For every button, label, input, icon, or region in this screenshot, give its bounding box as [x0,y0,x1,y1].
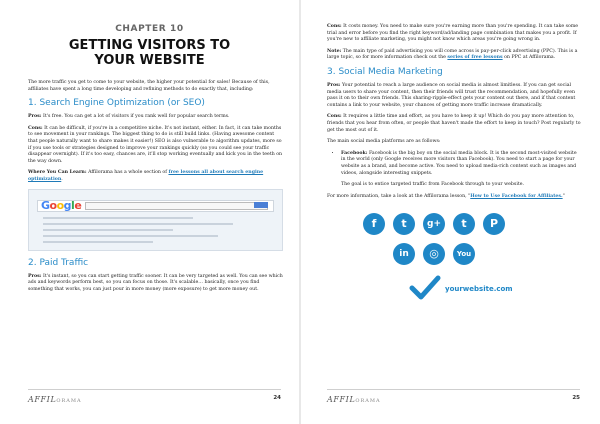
facebook-icon: f [363,213,385,235]
facebook-label: Facebook: [341,150,368,156]
youtube-icon: You [453,243,475,265]
social-pros-text: Your potential to reach a large audience on social media is almost limitless. If you can get social media users to share your content, then their friends will trust the recommendation, and hopefully even pass it on to their own friends. This sharing-ripple-effect gets your content out there, and if that content contains a link to your website, your chances of getting more traffic increase dramatically. [327,82,576,108]
intro-paragraph: The more traffic you get to come to your website, the higher your potential for sales! Because of this, affiliates have spent a long time developing and refining methods to do exactly that, including: [28,80,270,92]
left-content [28,80,283,298]
chapter-title-line-1: GETTING VISITORS TO [68,38,231,53]
paid-cons-text: It costs money. You need to make sure you're earning more than you're spending. It can take some trial and error before you find the right keyword/ad/landing page combination that makes you a profit. If you're new to affiliate marketing, you might not know which areas you're going wrong in. [327,24,579,43]
seo-learn-text: Affilorama has a whole section of [86,170,169,176]
social-pros [327,83,582,109]
seo-lessons-link[interactable]: free lessons all about search engine optimization [28,170,264,182]
twitter-icon: t [393,213,415,235]
social-cons [327,114,582,134]
facebook-goal: The goal is to entice targeted traffic from Facebook through to your website. [341,182,524,188]
list-item-facebook [341,151,582,177]
social-cons-label: Cons: [327,114,342,120]
social-pros-label: Pros: [327,82,341,88]
right-content [327,24,582,313]
tumblr-icon: t [453,213,475,235]
seo-learn [28,170,283,183]
paid-pros-label: Pros: [28,273,42,279]
more-info [327,194,582,201]
social-cons-text: It requires a little time and effort, as you have to keep it up! Which do you pay more attention to, friends that you hear from often, or people that haven't made the effort to keep in touch? Post regularly to get the most out of it. [327,114,581,133]
more-info-end: " [562,193,565,199]
ppc-note [327,49,582,62]
result-line [43,217,193,219]
seo-pros [28,114,283,121]
google-logo: Google [41,198,82,212]
page-number: 24 [273,395,281,401]
google-plus-icon: g+ [423,213,445,235]
paid-cons [327,24,582,44]
affilorama-logo: AFFILORAMA [28,395,82,404]
chapter-title-line-2: YOUR WEBSITE [94,53,205,68]
right-footer [327,389,580,406]
seo-cons-text: It can be difficult, if you're in a competitive niche. It's not instant, either. In fact, it can take months to see movement in your rankings. The biggest thing to do is still build links. (Having awesome content that people naturally want to share makes it easier!) SEO is also vulnerable to algorithm updates, more so if you use tools or strategies designed to improve your rankings quickly (so you could see your traffic disappear overnight). If it's too easy, chances are, it'll stop working eventually and kick you in the teeth on the way down. [28,125,283,164]
instagram-icon: ◎ [423,243,445,265]
seo-pros-text: It's free. You can get a lot of visitors if you rank well for popular search terms. [41,114,230,120]
seo-learn-end: . [61,176,63,182]
google-search-button [254,202,268,208]
seo-cons-label: Cons: [28,125,43,131]
facebook-text: Facebook is the big boy on the social media block. It is the second most-visited website in the world (only Google receives more visitors than Facebook). You need to start a page for your website as a brand, and become active. You need to upload media-rich content such as images and videos, alongside interesting snippets. [341,150,577,176]
result-line [43,235,218,237]
paid-pros [28,274,283,294]
website-label: yourwebsite.com [445,285,513,294]
left-page [0,0,299,424]
platform-list [341,151,582,177]
seo-learn-label: Where You Can Learn: [28,170,87,176]
note-end: on PPC at Affilorama. [502,55,556,61]
platforms-intro: The main social media platforms are as follows: [327,139,441,145]
left-footer [28,389,281,406]
note-text: The main type of paid advertising you will come across is pay-per-click advertising (PPC). This is a large topic, so for more information check out the [327,48,578,61]
seo-pros-label: Pros: [28,114,42,120]
result-line [43,223,233,225]
section-2-heading: 2. Paid Traffic [28,257,89,268]
ppc-lessons-link[interactable]: series of free lessons [447,55,503,61]
facebook-lesson-link[interactable]: How to Use Facebook for Affiliates. [470,193,563,199]
linkedin-icon: in [393,243,415,265]
google-search-box [85,202,268,210]
chapter-kicker: CHAPTER 10 [115,24,184,34]
result-line [43,229,173,231]
social-media-graphic [327,205,582,313]
checkmark-icon [409,275,441,301]
pinterest-icon: P [483,213,505,235]
chapter-title [0,38,299,68]
google-screenshot-image [28,189,283,251]
right-page [301,0,600,424]
affilorama-logo: AFFILORAMA [327,395,381,404]
section-3-heading: 3. Social Media Marketing [327,66,443,77]
result-line [43,241,153,243]
paid-cons-label: Cons: [327,24,342,29]
page-number: 25 [572,395,580,401]
seo-cons [28,126,283,166]
more-info-text: For more information, take a look at the Affilorama lesson, " [327,193,471,199]
note-label: Note: [327,48,342,54]
section-1-heading: 1. Search Engine Optimization (or SEO) [28,98,205,109]
paid-pros-text: It's instant, so you can start getting traffic sooner. It can be very targeted as well. You can see which ads and keywords perform best, so you can focus on those. It's scalable… basically, once you find something that works, you can just pour in more money (more exposure) to get more money out. [28,273,283,292]
